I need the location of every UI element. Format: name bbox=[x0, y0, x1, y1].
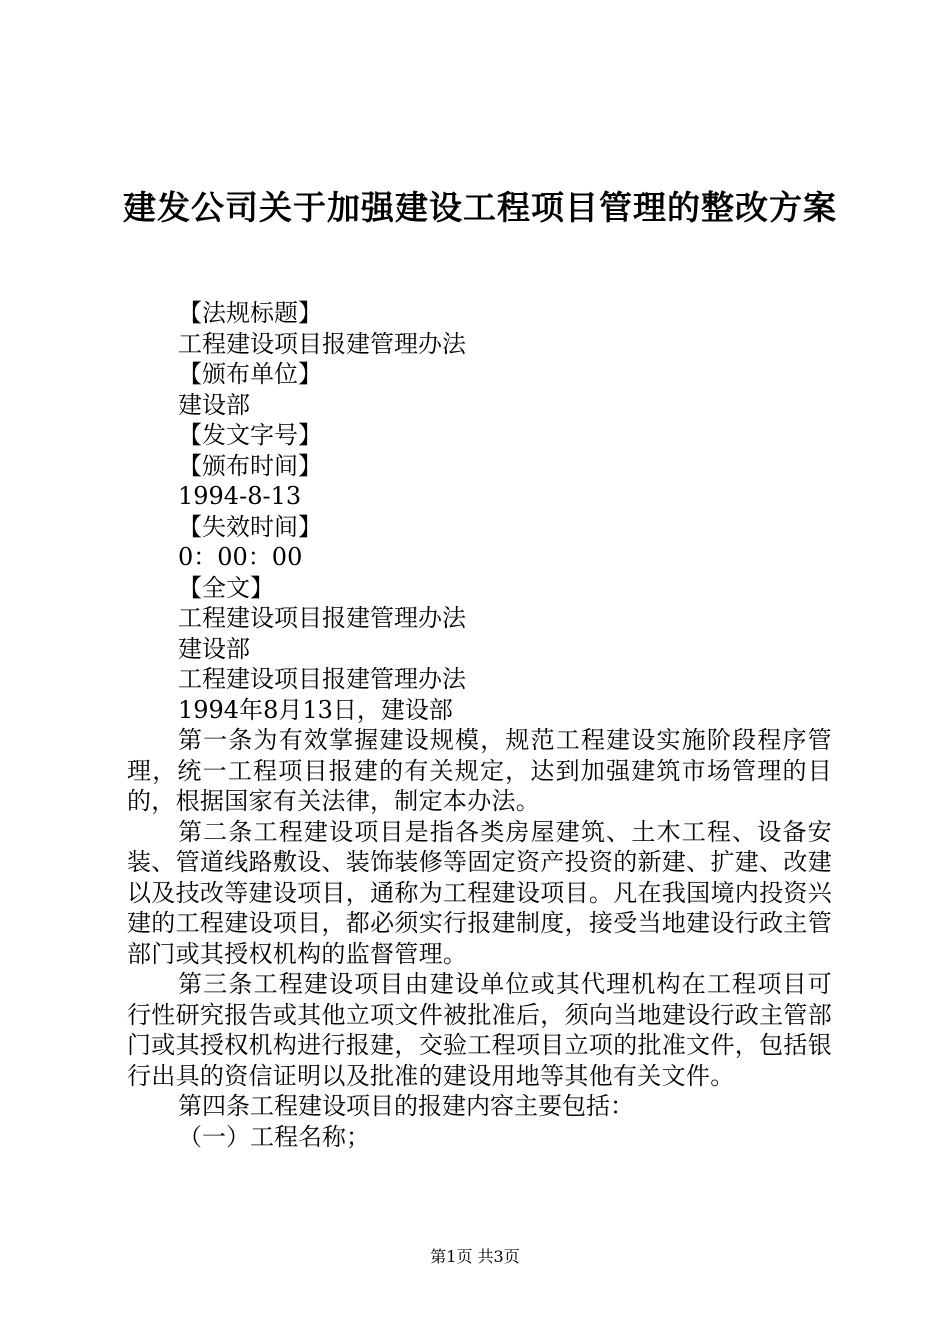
document-body bbox=[127, 298, 832, 1152]
article-line: 第四条工程建设项目的报建内容主要包括： bbox=[178, 1092, 634, 1120]
meta-line: 工程建设项目报建管理办法 bbox=[178, 329, 466, 358]
article-paragraph: 第三条工程建设项目由建设单位或其代理机构在工程项目可行性研究报告或其他立项文件被批准后，须向当地建设行政主管部门或其授权机构进行报建，交验工程项目立项的批准文件，包括银行出具的资信证明以及批准的建设用地等其他有关文件。 bbox=[127, 970, 832, 1090]
meta-line: 【颁布时间】 bbox=[178, 451, 322, 480]
meta-line: 【全文】 bbox=[178, 573, 274, 602]
article-paragraph: 第一条为有效掌握建设规模，规范工程建设实施阶段程序管理，统一工程项目报建的有关规定，达到加强建筑市场管理的目的，根据国家有关法律，制定本办法。 bbox=[127, 726, 832, 815]
article-line: （一）工程名称； bbox=[178, 1122, 370, 1151]
meta-line: 【失效时间】 bbox=[178, 512, 322, 541]
meta-line: 1994-8-13 bbox=[178, 482, 302, 510]
meta-line: 【法规标题】 bbox=[178, 299, 322, 327]
meta-line: 【发文字号】 bbox=[178, 421, 322, 449]
meta-line: 工程建设项目报建管理办法 bbox=[178, 665, 466, 693]
meta-line: 0：00：00 bbox=[178, 543, 303, 571]
meta-line: 1994年8月13日，建设部 bbox=[178, 695, 453, 724]
meta-line: 工程建设项目报建管理办法 bbox=[178, 604, 466, 632]
meta-line: 【颁布单位】 bbox=[178, 360, 322, 388]
article-paragraph: 第二条工程建设项目是指各类房屋建筑、土木工程、设备安装、管道线路敷设、装饰装修等固定资产投资的新建、扩建、改建以及技改等建设项目，通称为工程建设项目。凡在我国境内投资兴建的工程建设项目，都必须实行报建制度，接受当地建设行政主管部门或其授权机构的监督管理。 bbox=[127, 817, 832, 968]
document-title: 建发公司关于加强建设工程项目管理的整改方案 bbox=[123, 188, 837, 227]
meta-line: 建设部 bbox=[178, 634, 250, 663]
page-footer: 第1页 共3页 bbox=[430, 1247, 520, 1266]
meta-line: 建设部 bbox=[178, 390, 250, 419]
